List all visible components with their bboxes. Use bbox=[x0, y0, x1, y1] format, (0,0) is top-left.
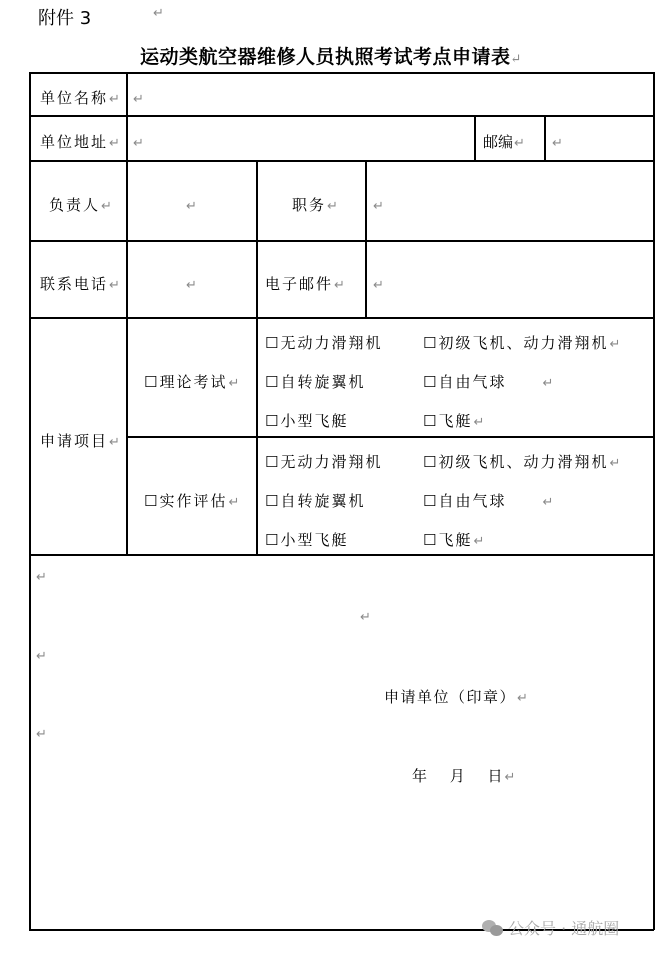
applicant-unit-seal-label: 申请单位（印章）↵ bbox=[384, 688, 528, 706]
practical-option-free-balloon[interactable]: ☐自由气球 ↵ bbox=[423, 492, 554, 510]
postal-code-label: 邮编↵ bbox=[483, 133, 525, 151]
unit-name-label: 单位名称↵ bbox=[40, 89, 120, 107]
date-label: 年 月 日↵ bbox=[412, 767, 516, 785]
phone-label: 联系电话↵ bbox=[40, 275, 120, 293]
theory-option-unpowered-glider[interactable]: ☐无动力滑翔机 bbox=[265, 334, 383, 352]
practical-option-unpowered-glider[interactable]: ☐无动力滑翔机 bbox=[265, 453, 383, 471]
attachment-label: 附件 3 bbox=[38, 8, 92, 29]
paragraph-mark: ↵ bbox=[36, 570, 47, 585]
wechat-icon bbox=[482, 920, 504, 936]
phone-field[interactable]: ↵ bbox=[186, 278, 197, 293]
person-in-charge-label: 负责人↵ bbox=[49, 196, 112, 214]
paragraph-mark: ↵ bbox=[36, 649, 47, 664]
theory-option-primary-aircraft-powered-glider[interactable]: ☐初级飞机、动力滑翔机↵ bbox=[423, 334, 621, 352]
theory-option-free-balloon[interactable]: ☐自由气球 ↵ bbox=[423, 373, 554, 391]
person-in-charge-field[interactable]: ↵ bbox=[186, 199, 197, 214]
position-label: 职务↵ bbox=[292, 196, 338, 214]
practical-option-gyroplane[interactable]: ☐自转旋翼机 bbox=[265, 492, 366, 510]
practical-option-primary-aircraft-powered-glider[interactable]: ☐初级飞机、动力滑翔机↵ bbox=[423, 453, 621, 471]
unit-address-label: 单位地址↵ bbox=[40, 133, 120, 151]
postal-code-field[interactable]: ↵ bbox=[552, 136, 563, 151]
practical-assessment-checkbox[interactable]: ☐实作评估↵ bbox=[144, 492, 240, 510]
theory-option-small-airship[interactable]: ☐小型飞艇 bbox=[265, 412, 349, 430]
paragraph-mark: ↵ bbox=[360, 610, 371, 625]
paragraph-mark: ↵ bbox=[36, 727, 47, 742]
watermark: 公众号 · 通航圈 bbox=[482, 916, 619, 939]
application-items-label: 申请项目↵ bbox=[40, 432, 120, 450]
theory-option-gyroplane[interactable]: ☐自转旋翼机 bbox=[265, 373, 366, 391]
form-title: 运动类航空器维修人员执照考试考点申请表↵ bbox=[140, 46, 522, 68]
unit-address-field[interactable]: ↵ bbox=[133, 136, 144, 151]
email-label: 电子邮件↵ bbox=[265, 275, 345, 293]
unit-name-field[interactable]: ↵ bbox=[133, 92, 144, 107]
theory-option-airship[interactable]: ☐飞艇↵ bbox=[423, 412, 485, 430]
position-field[interactable]: ↵ bbox=[373, 199, 384, 214]
theory-exam-checkbox[interactable]: ☐理论考试↵ bbox=[144, 373, 240, 391]
paragraph-mark: ↵ bbox=[153, 6, 164, 21]
practical-option-airship[interactable]: ☐飞艇↵ bbox=[423, 531, 485, 549]
email-field[interactable]: ↵ bbox=[373, 278, 384, 293]
practical-option-small-airship[interactable]: ☐小型飞艇 bbox=[265, 531, 349, 549]
